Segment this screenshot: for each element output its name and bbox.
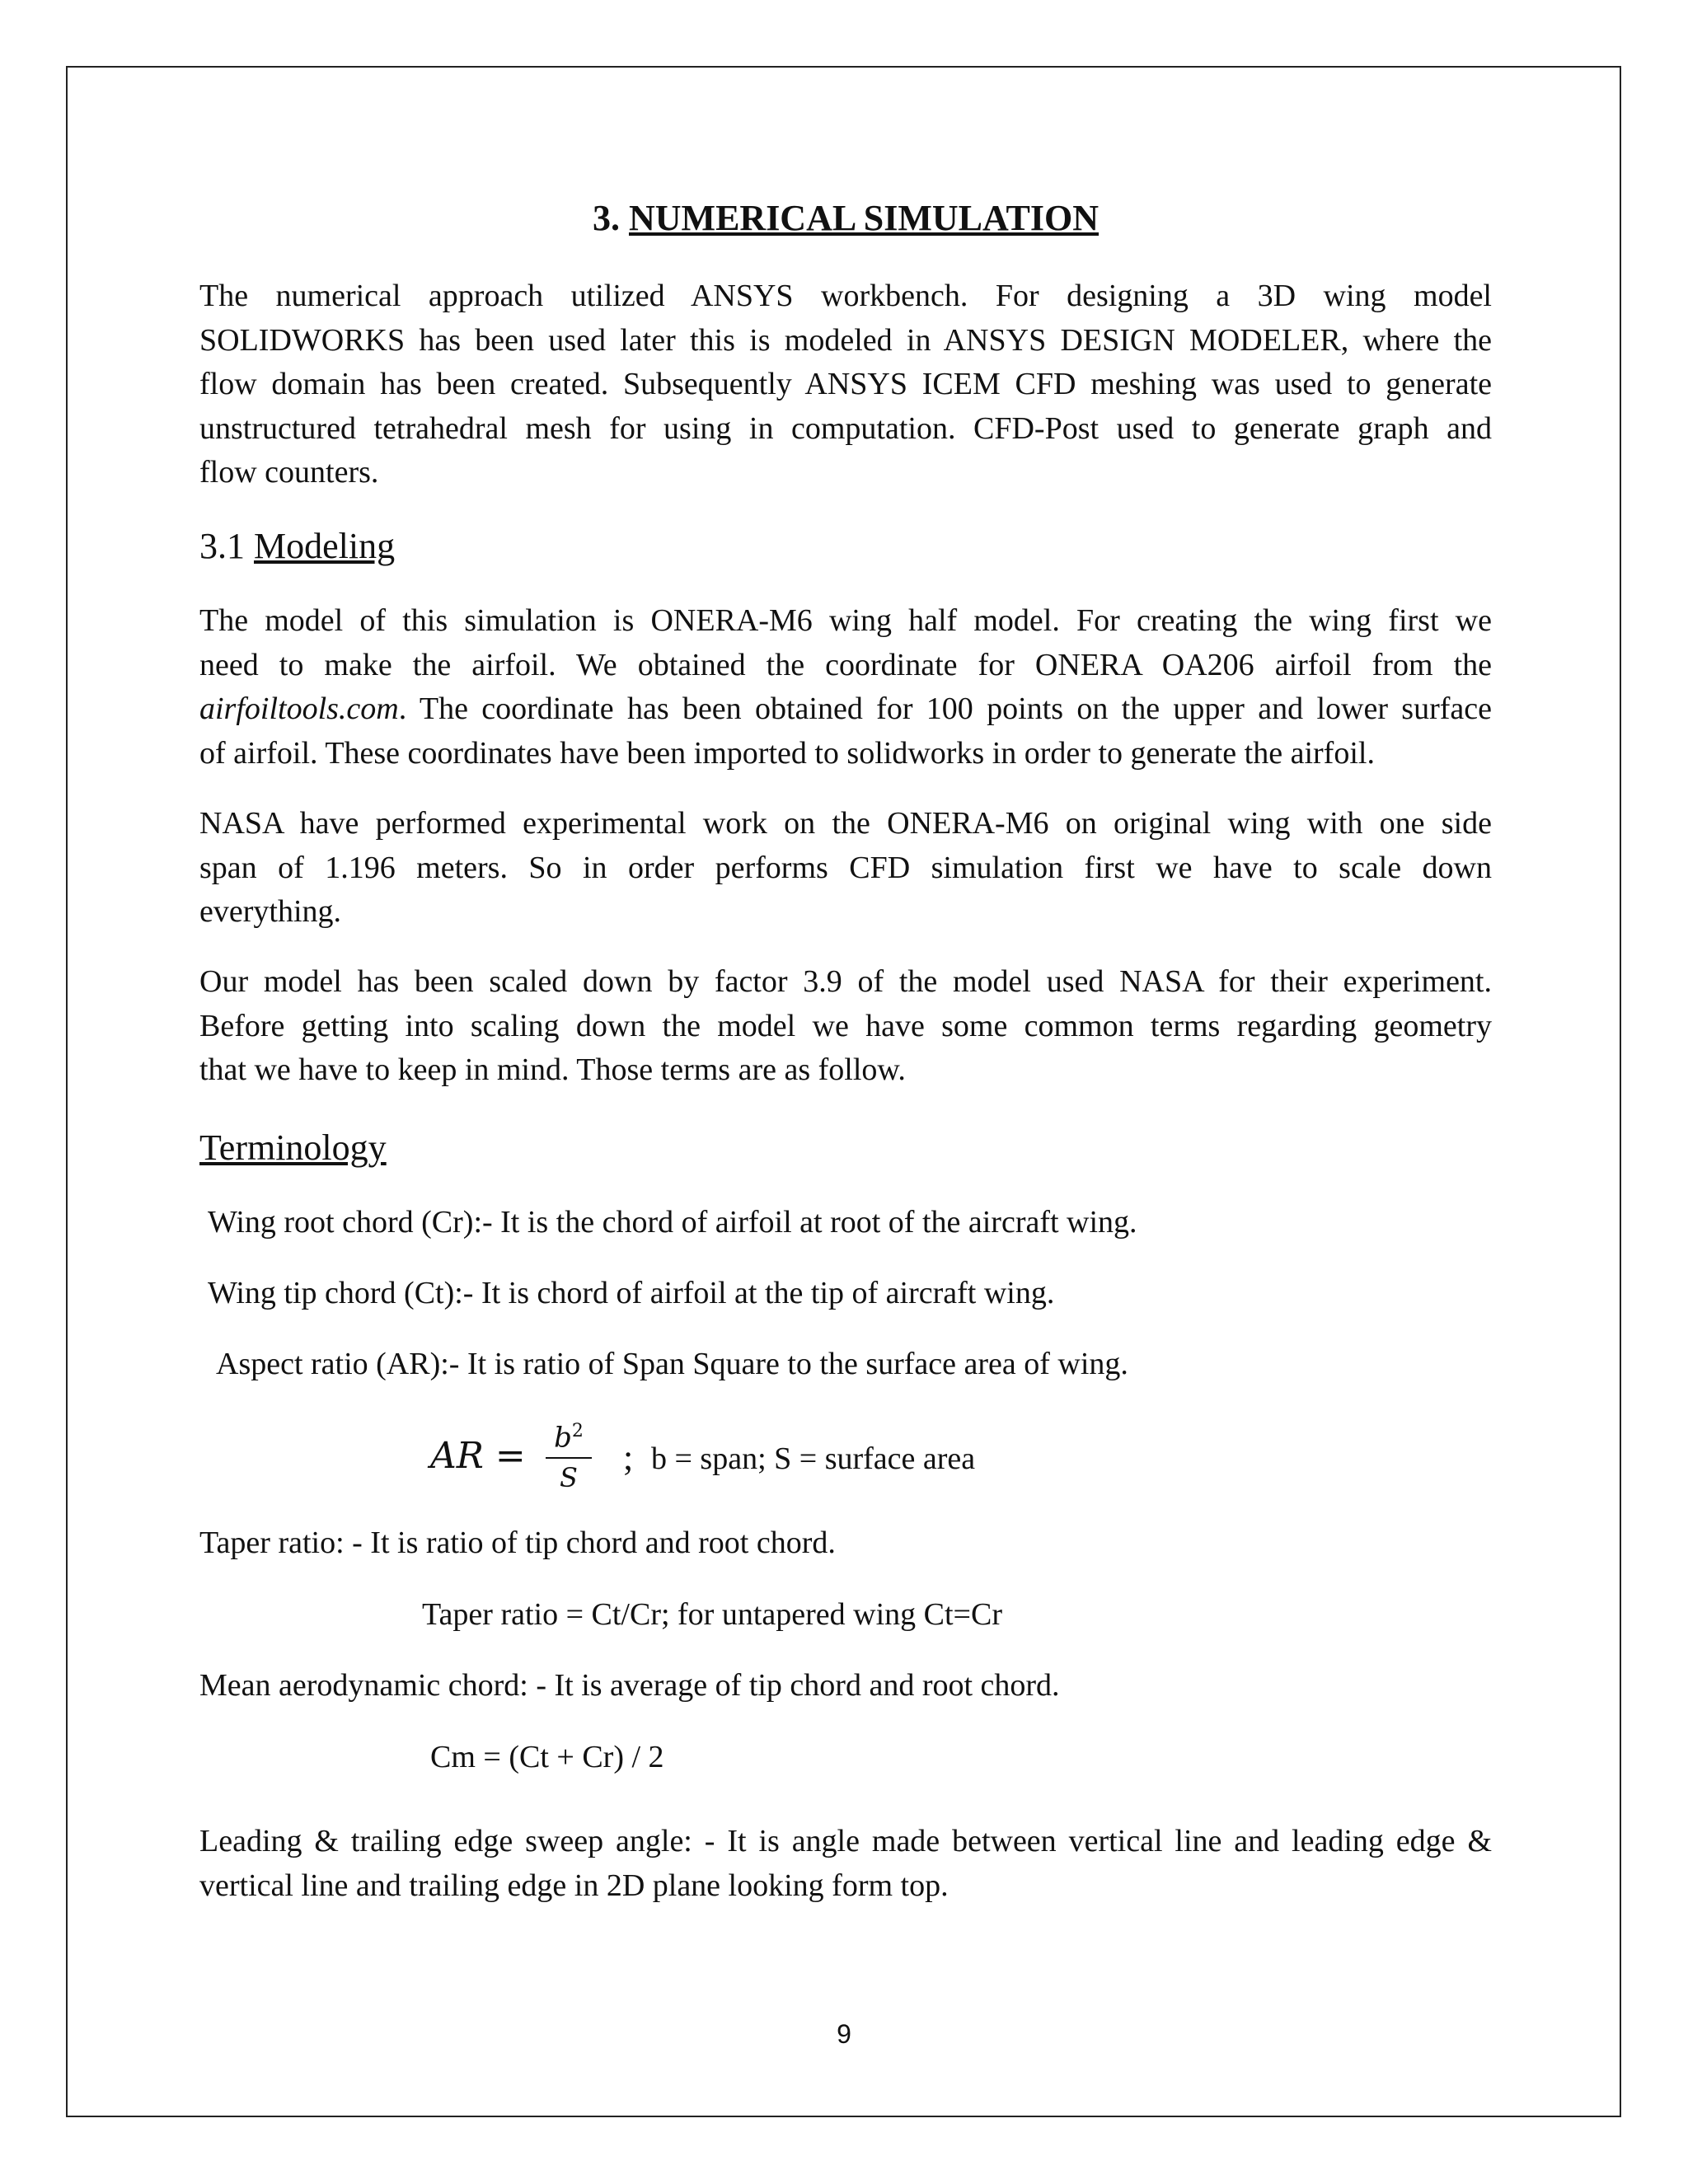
paragraph-line: Before getting into scaling down the model we have some common terms regarding geometry (199, 1008, 1492, 1043)
paragraph-line: Our model has been scaled down by factor 3.9 of the model used NASA for their experiment. (199, 964, 1492, 999)
term-aspect-ratio: Aspect ratio (AR):- It is ratio of Span Square to the surface area of wing. (216, 1347, 1128, 1381)
term-taper-ratio: Taper ratio: - It is ratio of tip chord and root chord. (199, 1526, 836, 1560)
term-tip-chord: Wing tip chord (Ct):- It is chord of airfoil at the tip of aircraft wing. (208, 1276, 1055, 1310)
aspect-ratio-formula (430, 1413, 1172, 1504)
paragraph-line: everything. (199, 894, 342, 929)
formula-exponent: 2 (571, 1421, 584, 1441)
section-number: 3.1 (199, 526, 245, 566)
modeling-paragraph-3 (199, 960, 1492, 1093)
paragraph-line: need to make the airfoil. We obtained the coordinate for ONERA OA206 airfoil from the (199, 647, 1492, 682)
modeling-paragraph-2 (199, 802, 1492, 935)
intro-paragraph (199, 274, 1492, 495)
paragraph-line: flow domain has been created. Subsequently ANSYS ICEM CFD meshing was used to generate (199, 367, 1492, 401)
paragraph-line: Leading & trailing edge sweep angle: - It is angle made between vertical line and leading edge & (199, 1824, 1492, 1858)
paragraph-line: flow counters. (199, 455, 379, 490)
term-mean-aerodynamic-chord: Mean aerodynamic chord: - It is average of tip chord and root chord. (199, 1668, 1060, 1703)
paragraph-line: vertical line and trailing edge in 2D plane looking form top. (199, 1868, 949, 1903)
paragraph-line: NASA have performed experimental work on the ONERA-M6 on original wing with one side (199, 806, 1492, 841)
formula-fraction (546, 1413, 592, 1495)
chapter-number: 3. (592, 198, 620, 238)
term-root-chord: Wing root chord (Cr):- It is the chord of airfoil at root of the aircraft wing. (208, 1205, 1137, 1240)
paragraph-line: that we have to keep in mind. Those terms are as follow. (199, 1052, 906, 1087)
paragraph-line: span of 1.196 meters. So in order performs CFD simulation first we have to scale down (199, 850, 1492, 885)
formula-numerator: $b^2$ (554, 1421, 584, 1455)
paragraph-line (199, 687, 1492, 732)
chapter-title (199, 194, 1492, 243)
terminology-title: Terminology (199, 1127, 387, 1168)
formula-note: b = span; S = surface area (651, 1441, 976, 1476)
section-heading-modeling (199, 522, 395, 571)
paragraph-line: of airfoil. These coordinates have been imported to solidworks in order to generate the airfoil. (199, 735, 1375, 771)
section-title: Modeling (254, 526, 396, 566)
paragraph-line: unstructured tetrahedral mesh for using in computation. CFD-Post used to generate graph and (199, 410, 1492, 446)
paragraph-line: The numerical approach utilized ANSYS workbench. For designing a 3D wing model (199, 279, 1492, 313)
formula-separator: ; (623, 1437, 634, 1478)
paragraph-line: The model of this simulation is ONERA-M6 wing half model. For creating the wing first we (199, 603, 1492, 638)
source-website: airfoiltools.com (199, 691, 399, 726)
terminology-heading (199, 1123, 387, 1173)
term-sweep-angle (199, 1820, 1492, 1908)
fraction-bar (546, 1457, 592, 1459)
paragraph-text: . The coordinate has been obtained for 100 points on the upper and lower surface (398, 691, 1492, 726)
paragraph-line: SOLIDWORKS has been used later this is modeled in ANSYS DESIGN MODELER, where the (199, 322, 1492, 358)
page-number: 9 (837, 2019, 851, 2049)
chapter-title-text: NUMERICAL SIMULATION (628, 198, 1100, 238)
formula-lhs: AR = (430, 1435, 526, 1477)
taper-ratio-formula: Taper ratio = Ct/Cr; for untapered wing Ct=Cr (422, 1597, 1002, 1632)
formula-denominator: S (560, 1462, 578, 1494)
modeling-paragraph-1 (199, 599, 1492, 776)
mean-chord-formula: Cm = (Ct + Cr) / 2 (430, 1740, 664, 1774)
